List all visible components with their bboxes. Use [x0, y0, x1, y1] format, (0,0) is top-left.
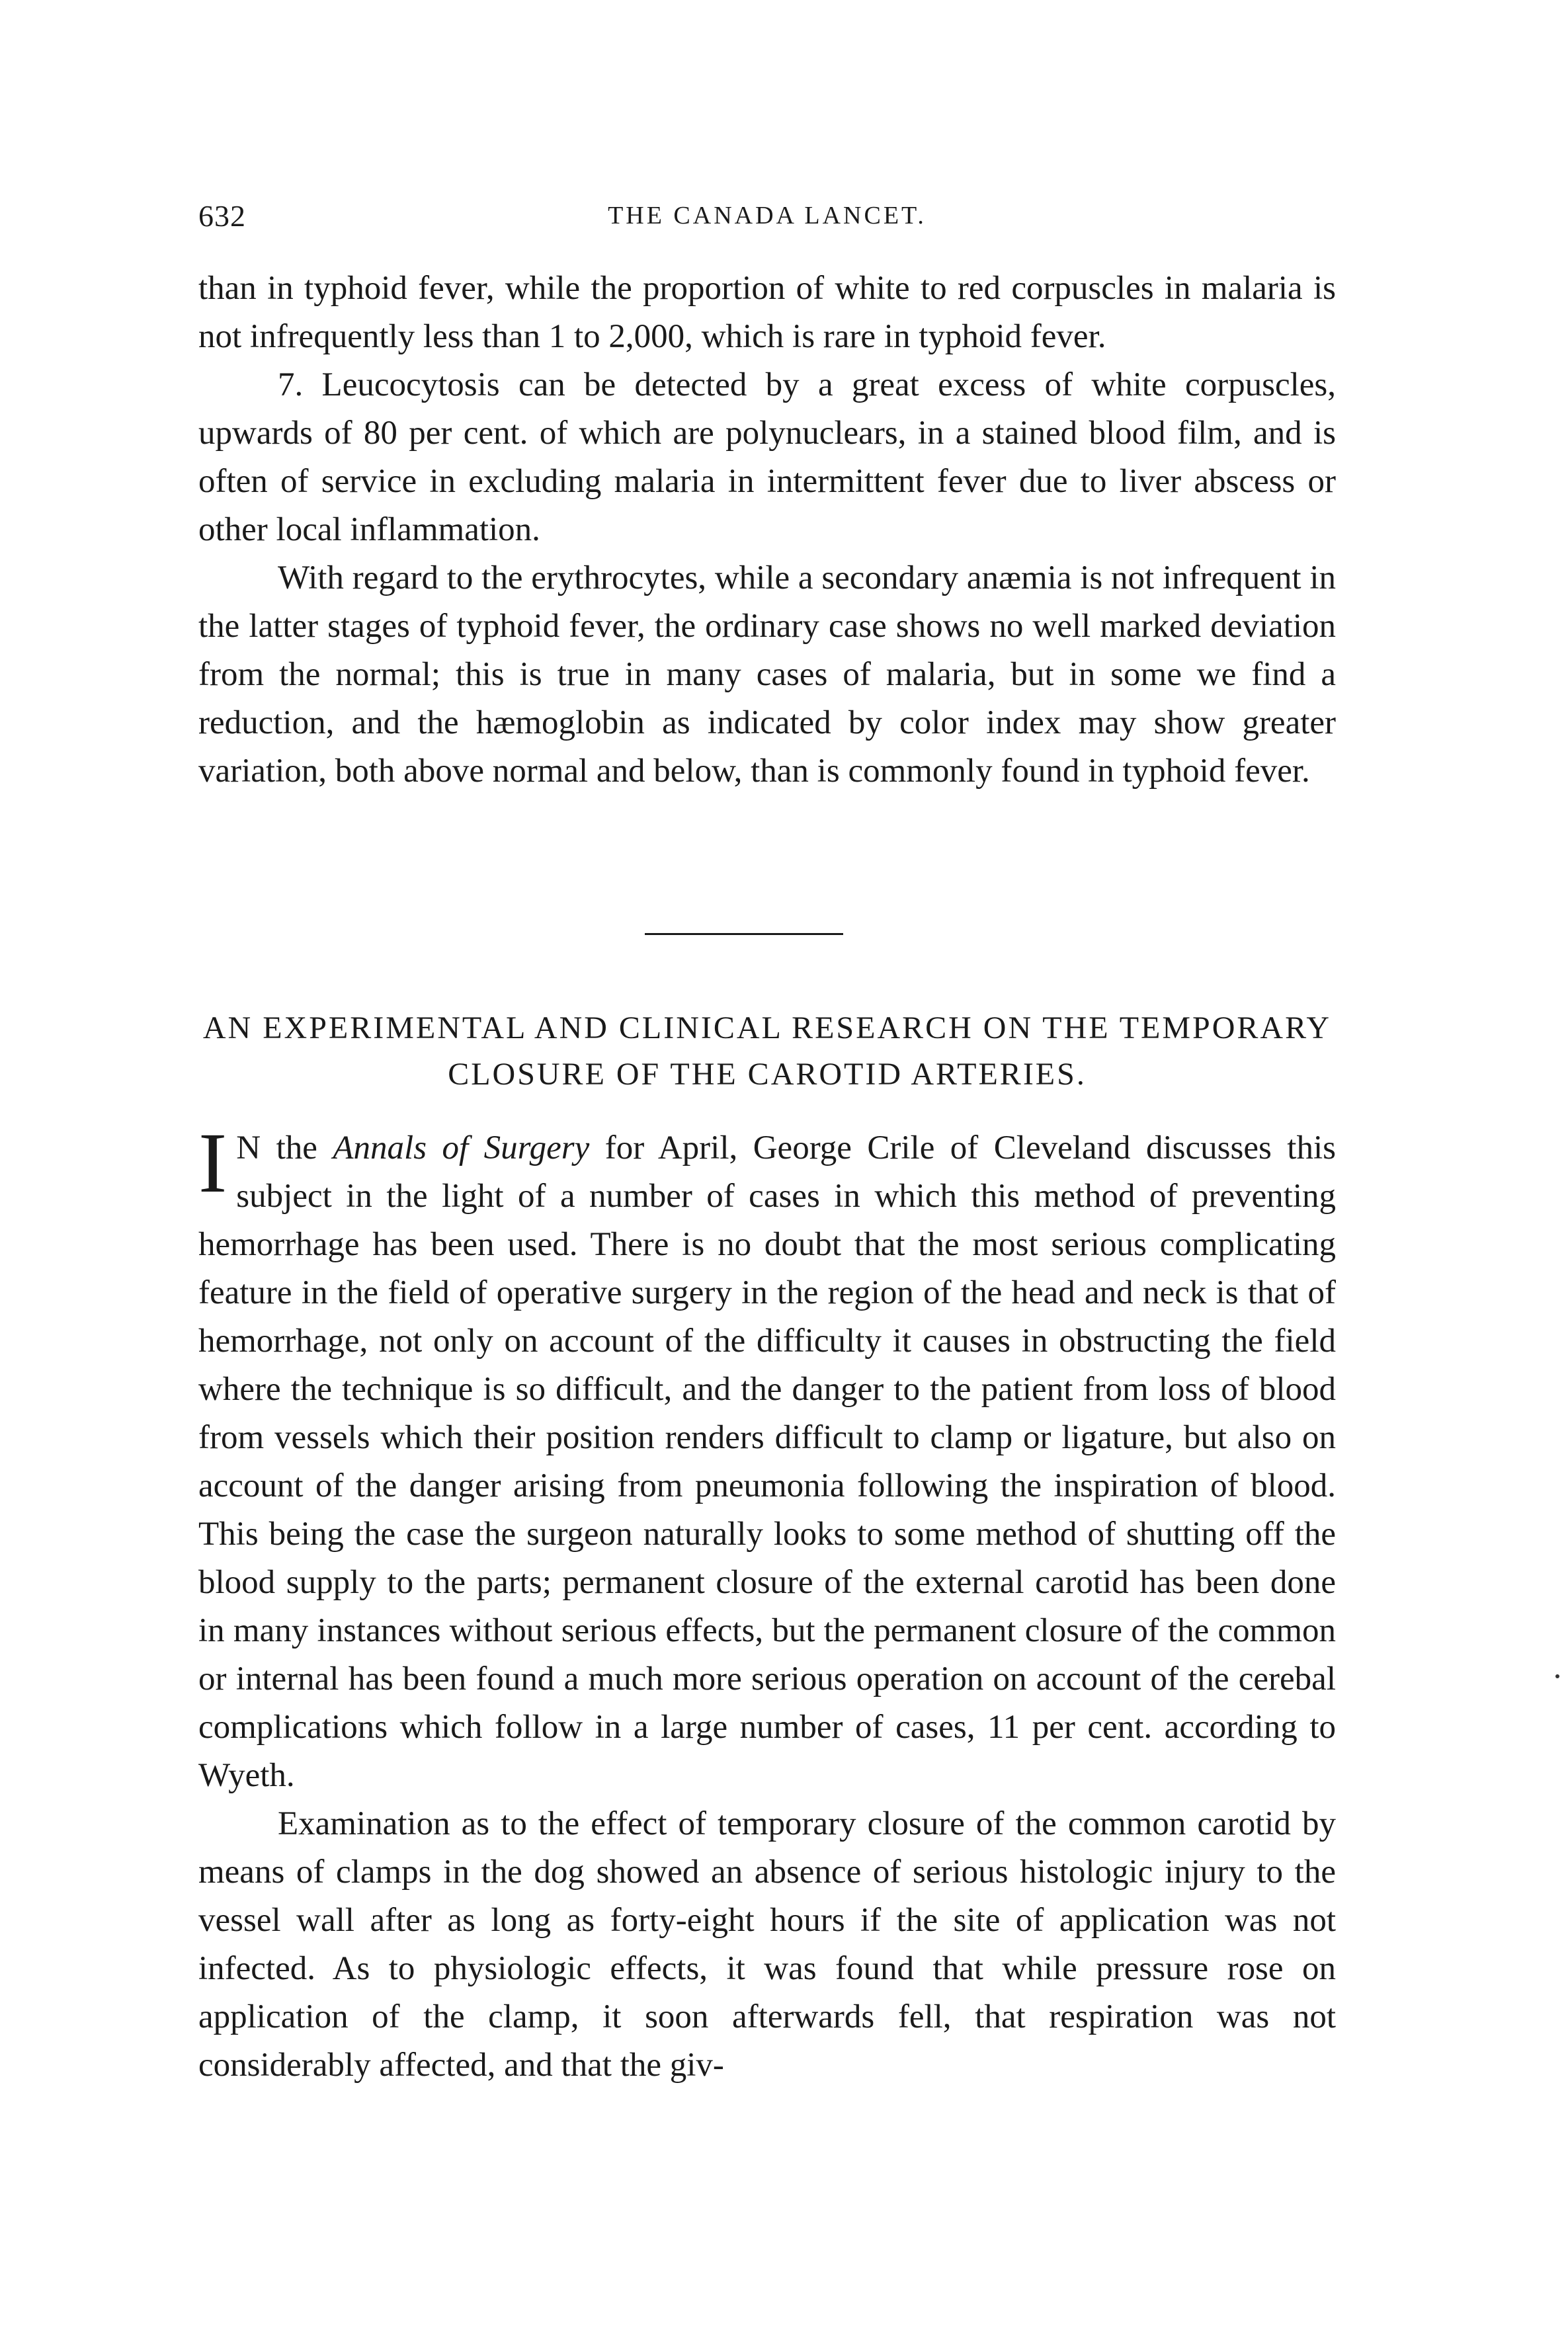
intro-text-rest: for April, George Crile of Cleveland discusses this subject in the light of a number of cases in which this method of preventing hemorrhage has been used. There is no doubt that the most serious complicating feature in the field of operative surgery in the region of the head and neck is that of hemorrhage, not only on account of the difficulty it causes in obstructing the field where the technique is so difficult, and the danger to the patient from loss of blood from vessels which their position renders difficult to clamp or ligature, but also on account of the danger arising from pneumonia following the inspiration of blood. This being the case the surgeon naturally looks to some method of shutting off the blood supply to the parts; permanent closure of the external carotid has been done in many instances without serious effects, but the permanent closure of the common or internal has been found a much more serious operation on account of the cerebal complications which follow in a large number of cases, 11 per cent. according to Wyeth.	[198, 1129, 1336, 1794]
running-title: THE CANADA LANCET.	[608, 202, 927, 229]
drop-cap: I	[198, 1116, 227, 1211]
continued-article-text	[198, 265, 1336, 796]
paragraph-erythrocytes: With regard to the erythrocytes, while a secondary anæmia is not infrequent in the latter stages of typhoid fever, the ordinary case shows no well marked deviation from the normal; this is true in many cases of malaria, but in some we find a reduction, and the hæmoglobin as indicated by color index may show greater variation, both above normal and below, than is commonly found in typhoid fever.	[198, 559, 1336, 790]
article-body	[198, 1116, 1336, 2090]
margin-mark	[1555, 1674, 1559, 1678]
intro-text-start: N the	[236, 1129, 333, 1166]
page-number: 632	[198, 199, 246, 233]
section-divider	[645, 933, 843, 935]
paragraph-intro	[198, 1116, 1336, 1800]
article-title: AN EXPERIMENTAL AND CLINICAL RESEARCH ON THE TEMPORARY CLOSURE OF THE CAROTID ARTERIES.	[202, 1010, 1332, 1092]
journal-name: Annals of Surgery	[333, 1129, 590, 1166]
page-header	[198, 198, 1336, 238]
paragraph-continued: than in typhoid fever, while the proportion of white to red corpuscles in malaria is not infrequently less than 1 to 2,000, which is rare in typhoid fever.	[198, 270, 1336, 355]
paragraph-examination: Examination as to the effect of temporary closure of the common carotid by means of clamps in the dog showed an absence of serious histologic injury to the vessel wall after as long as forty-eight hours if the site of application was not infected. As to physiologic effects, it was found that while pressure rose on application of the clamp, it soon afterwards fell, that respiration was not considerably affected, and that the giv-	[198, 1805, 1336, 2084]
paragraph-leucocytosis: 7. Leucocytosis can be detected by a great excess of white corpuscles, upwards of 80 per cent. of which are polynuclears, in a stained blood film, and is often of service in excluding malaria in intermittent fever due to liver abscess or other local inflammation.	[198, 366, 1336, 548]
